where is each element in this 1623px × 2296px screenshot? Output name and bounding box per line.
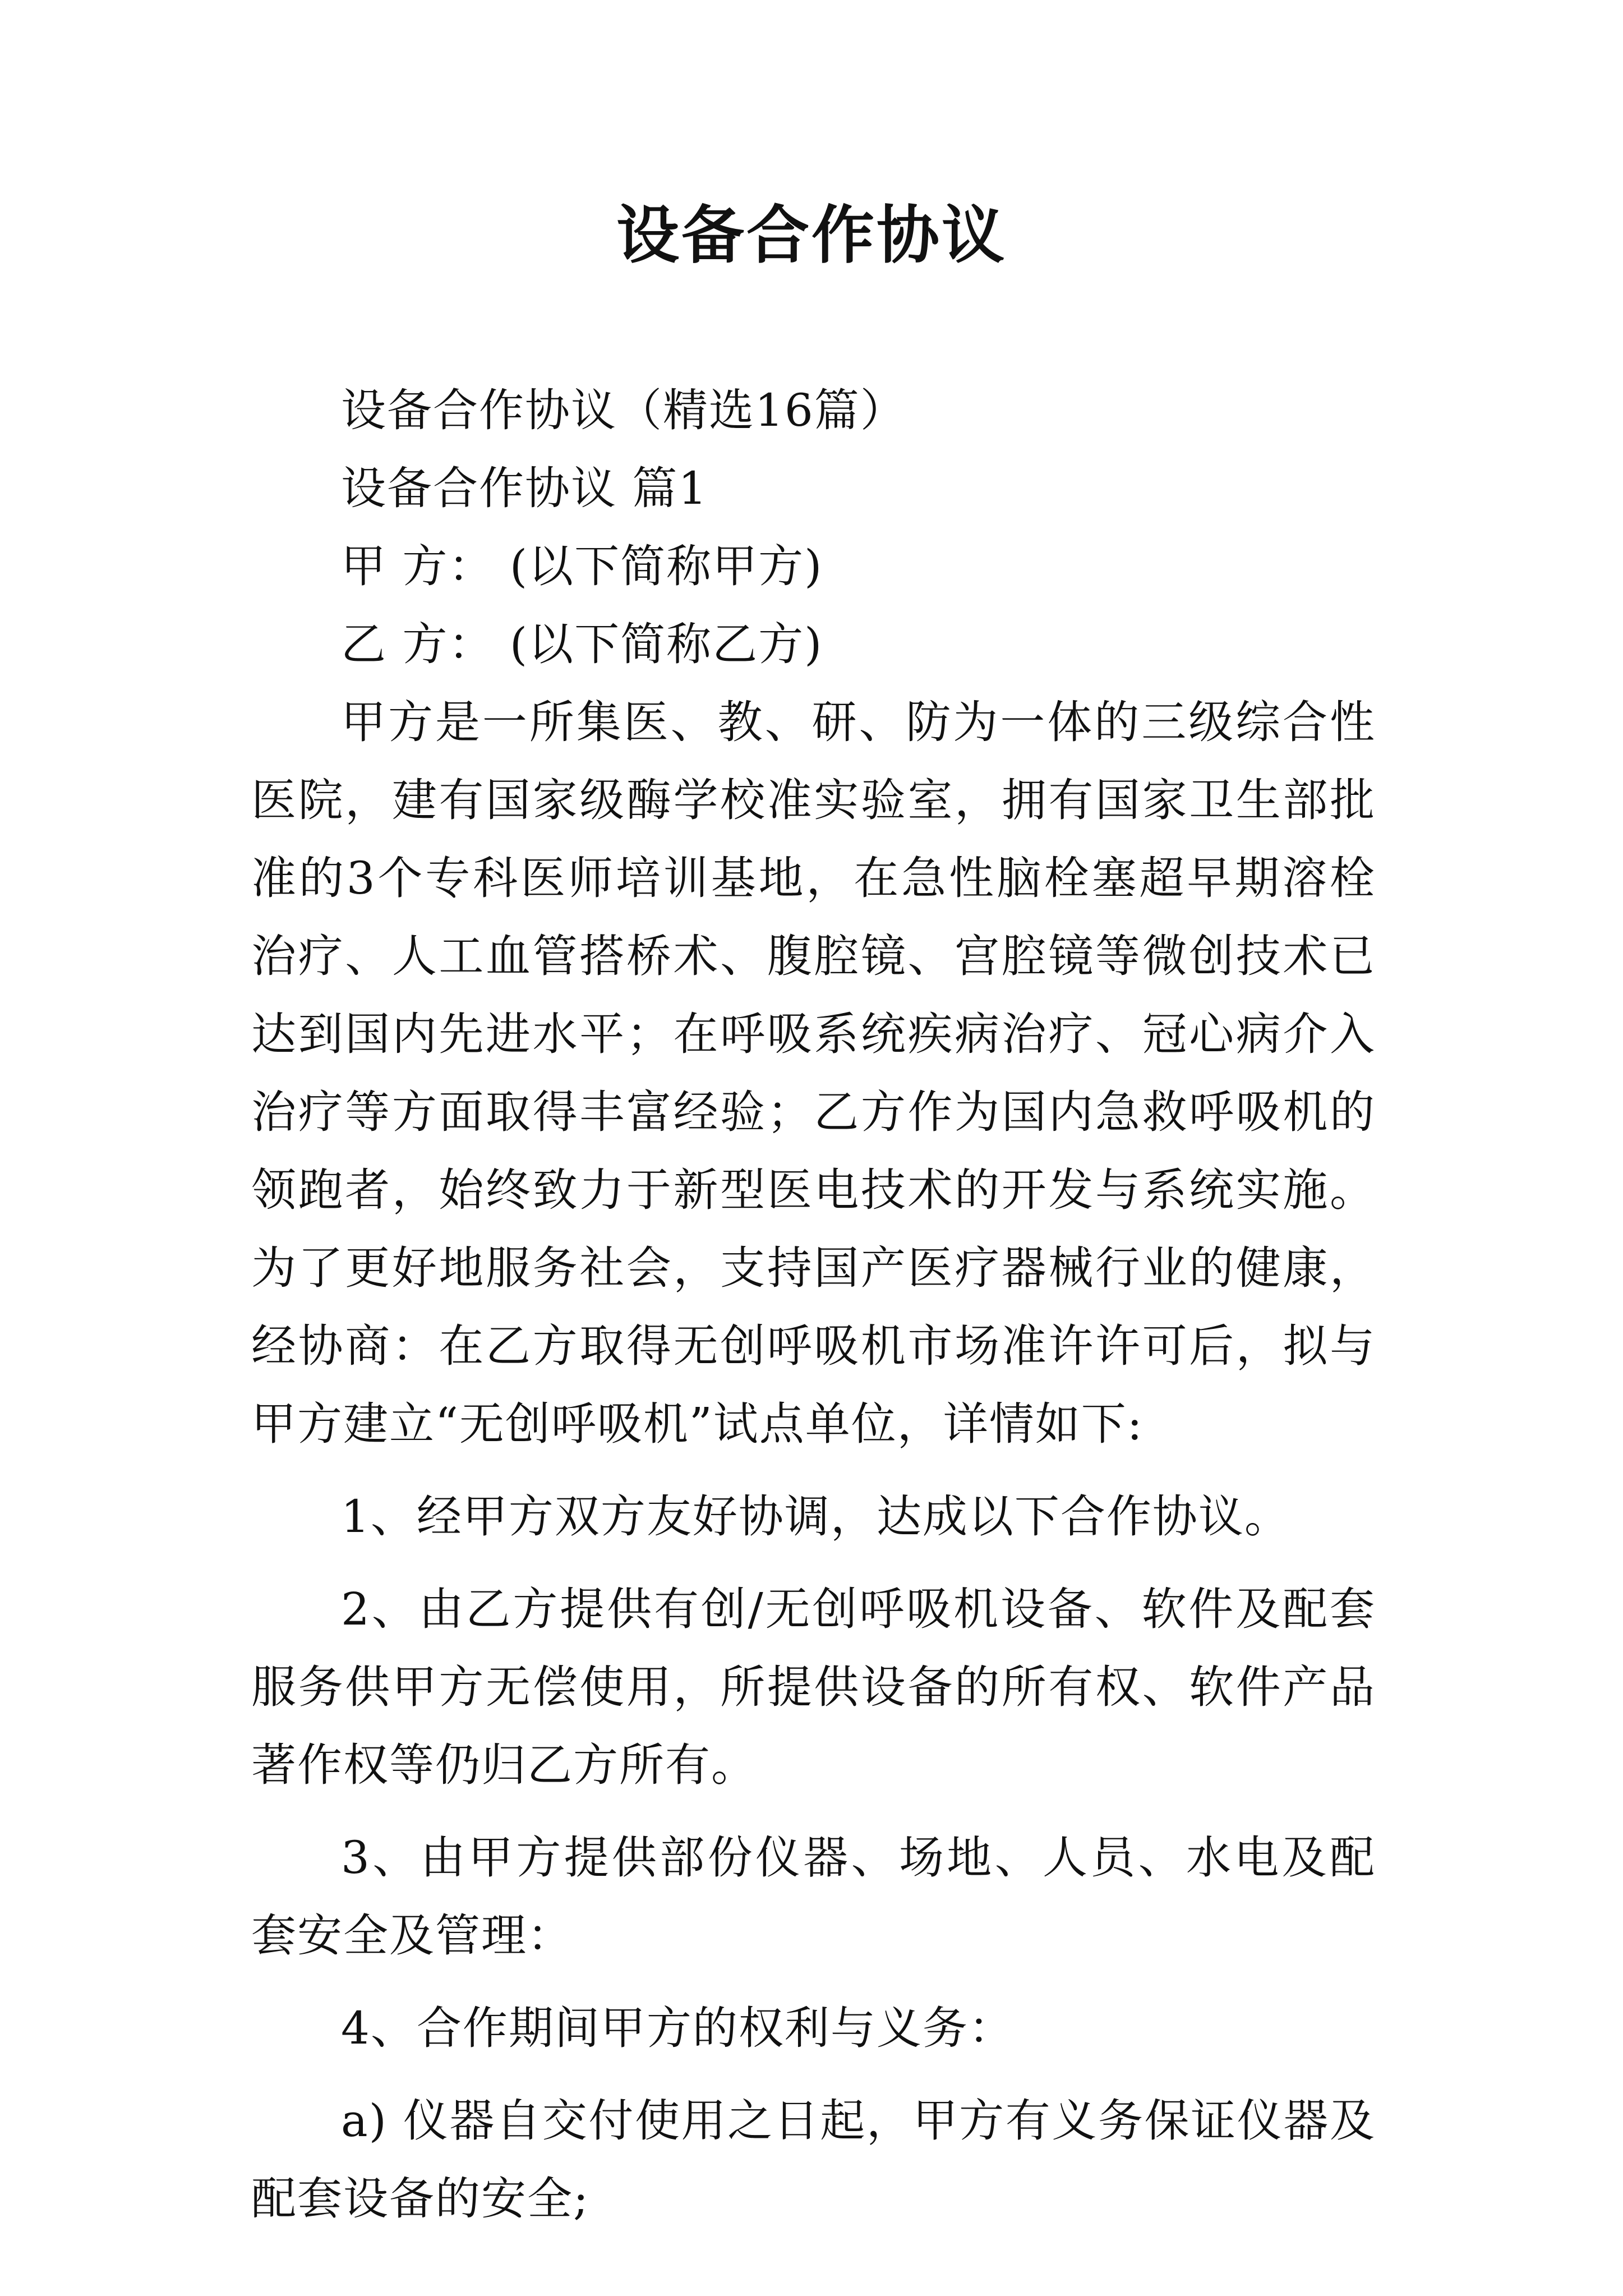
paragraph-section-heading: 设备合作协议 篇1: [341, 462, 708, 514]
paragraph-clause-1: 1、经甲方双方友好协调，达成以下合作协议。: [341, 1490, 1290, 1543]
paragraph-clause-4a: a) 仪器自交付使用之日起，甲方有义务保证仪器及配套设备的安全;: [251, 2095, 1376, 2225]
document-title: 设备合作协议: [616, 199, 1007, 272]
paragraph-background: 甲方是一所集医、教、研、防为一体的三级综合性医院，建有国家级酶学校准实验室，拥有国家卫生部批准的3个专科医师培训基地，在急性脑栓塞超早期溶栓治疗、人工血管搭桥术、腹腔镜、宫腔镜等微创技术已达到国内先进水平；在呼吸系统疾病治疗、冠心病介入治疗等方面取得丰富经验；乙方作为国内急救呼吸机的领跑者，始终致力于新型医电技术的开发与系统实施。为了更好地服务社会，支持国产医疗器械行业的健康，经协商：在乙方取得无创呼吸机市场准许许可后，拟与甲方建立“无创呼吸机”试点单位，详情如下:: [251, 696, 1376, 1450]
paragraph-party-a: 甲 方： (以下简称甲方): [341, 540, 823, 592]
paragraph-party-b: 乙 方： (以下简称乙方): [341, 618, 823, 670]
paragraph-subtitle: 设备合作协议（精选16篇）: [341, 384, 906, 436]
paragraph-clause-4: 4、合作期间甲方的权利与义务：: [341, 2002, 1015, 2054]
paragraph-clause-3: 3、由甲方提供部份仪器、场地、人员、水电及配套安全及管理：: [251, 1832, 1376, 1962]
document-body: [251, 371, 1376, 2238]
paragraph-clause-2: 2、由乙方提供有创/无创呼吸机设备、软件及配套服务供甲方无偿使用，所提供设备的所有权、软件产品著作权等仍归乙方所有。: [251, 1583, 1376, 1791]
